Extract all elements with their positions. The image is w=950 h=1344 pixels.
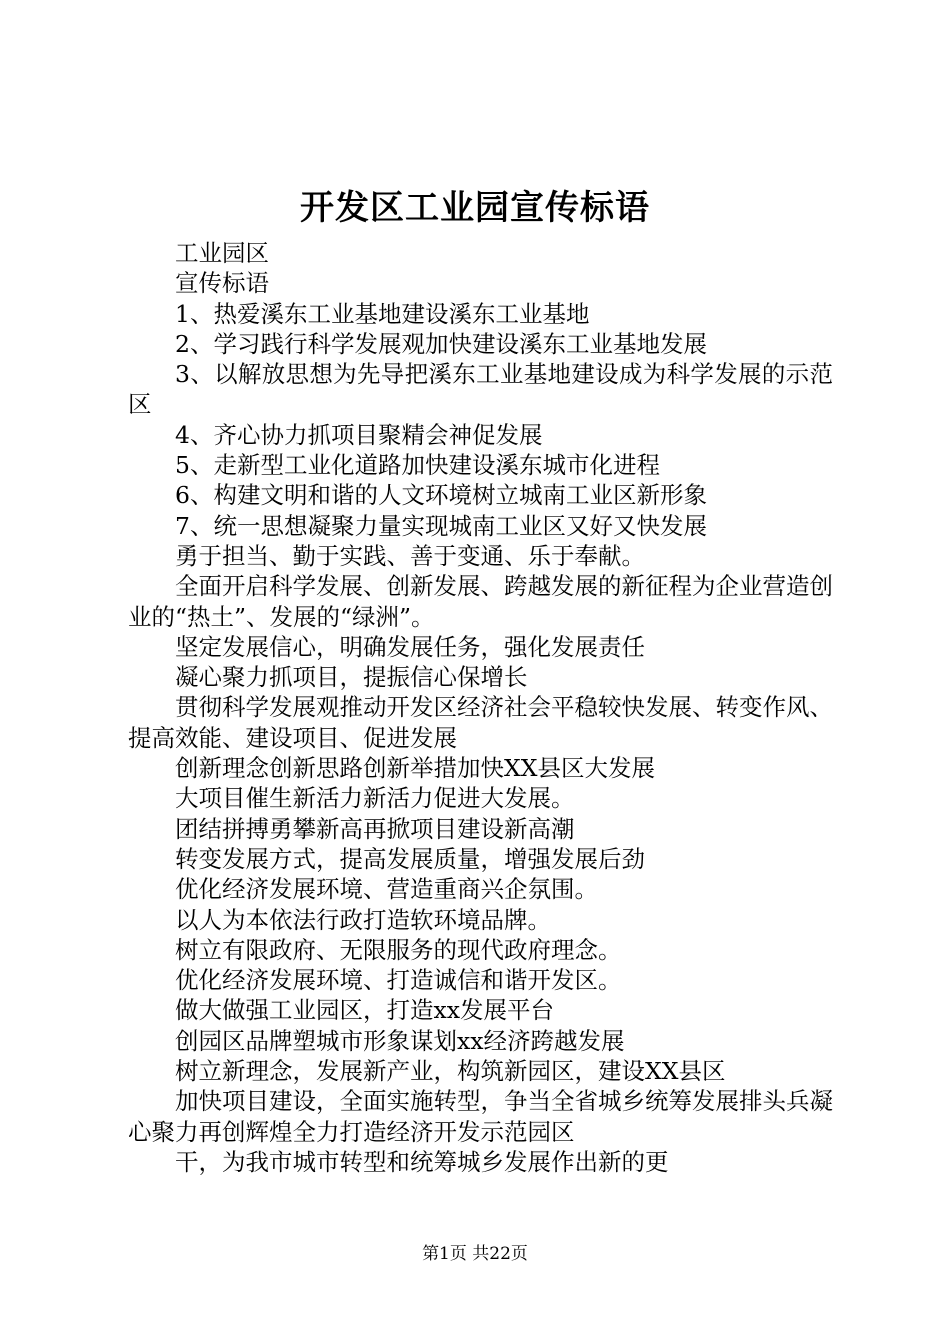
paragraph: 树立新理念，发展新产业，构筑新园区，建设XX县区 <box>175 1057 726 1086</box>
paragraph: 工业园区 <box>175 239 269 267</box>
paragraph: 贯彻科学发展观推动开发区经济社会平稳较快发展、转变作风、提高效能、建设项目、促进发展 <box>128 693 833 752</box>
paragraph: 做大做强工业园区，打造xx发展平台 <box>175 996 555 1025</box>
paragraph: 团结拼搏勇攀新高再掀项目建设新高潮 <box>175 814 575 843</box>
paragraph: 全面开启科学发展、创新发展、跨越发展的新征程为企业营造创业的“热土”、发展的“绿洲”。 <box>128 572 833 631</box>
paragraph: 1、热爱溪东工业基地建设溪东工业基地 <box>175 299 590 328</box>
document-title: 开发区工业园宣传标语 <box>300 188 650 228</box>
paragraph: 坚定发展信心，明确发展任务，强化发展责任 <box>175 632 645 661</box>
page-footer: 第1页 共22页 <box>422 1244 528 1264</box>
paragraph: 6、构建文明和谐的人文环境树立城南工业区新形象 <box>175 481 707 510</box>
paragraph: 创园区品牌塑城市形象谋划xx经济跨越发展 <box>175 1026 625 1055</box>
paragraph: 2、学习践行科学发展观加快建设溪东工业基地发展 <box>175 329 707 358</box>
paragraph: 加快项目建设，全面实施转型，争当全省城乡统筹发展排头兵凝心聚力再创辉煌全力打造经济开发示范园区 <box>128 1087 833 1146</box>
paragraph: 5、走新型工业化道路加快建设溪东城市化进程 <box>175 451 660 480</box>
paragraph: 凝心聚力抓项目，提振信心保增长 <box>175 663 528 692</box>
paragraph: 树立有限政府、无限服务的现代政府理念。 <box>175 935 622 964</box>
paragraph: 7、统一思想凝聚力量实现城南工业区又好又快发展 <box>175 511 707 540</box>
paragraph: 以人为本依法行政打造软环境品牌。 <box>175 905 551 934</box>
paragraph: 勇于担当、勤于实践、善于变通、乐于奉献。 <box>175 541 645 570</box>
document-body <box>128 238 833 1177</box>
paragraph: 优化经济发展环境、打造诚信和谐开发区。 <box>175 966 622 995</box>
paragraph: 4、齐心协力抓项目聚精会神促发展 <box>175 420 543 449</box>
paragraph: 优化经济发展环境、营造重商兴企氛围。 <box>175 875 598 904</box>
paragraph: 转变发展方式，提高发展质量，增强发展后劲 <box>175 844 645 873</box>
paragraph: 宣传标语 <box>175 269 269 298</box>
paragraph: 3、以解放思想为先导把溪东工业基地建设成为科学发展的示范区 <box>128 360 833 419</box>
paragraph: 大项目催生新活力新活力促进大发展。 <box>175 784 575 813</box>
paragraph: 干，为我市城市转型和统筹城乡发展作出新的更 <box>175 1147 669 1176</box>
paragraph: 创新理念创新思路创新举措加快XX县区大发展 <box>175 754 655 783</box>
